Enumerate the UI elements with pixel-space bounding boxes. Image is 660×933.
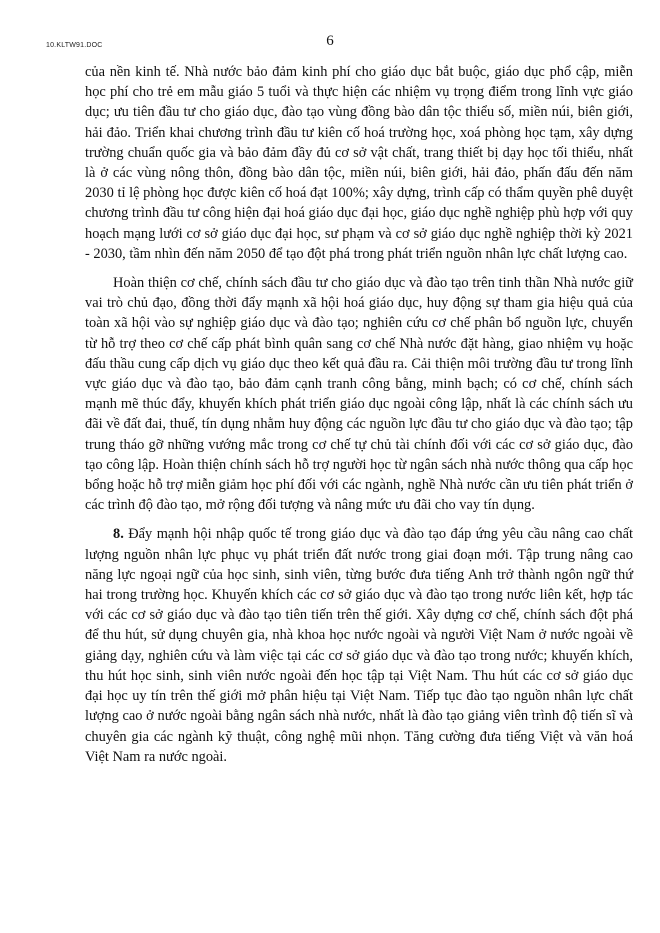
document-file-id: 10.KLTW91.DOC bbox=[46, 42, 103, 49]
document-body bbox=[85, 62, 633, 776]
paragraph-section-8 bbox=[85, 524, 633, 766]
paragraph-investment-funding: của nền kinh tế. Nhà nước bảo đảm kinh phí cho giáo dục bắt buộc, giáo dục phổ cập, miễn học phí cho trẻ em mẫu giáo 5 tuổi và thực hiện các nhiệm vụ trọng điểm trong lĩnh vực giáo dục; ưu tiên đầu tư cho giáo dục, đào tạo vùng đồng bào dân tộc thiểu số, miền núi, biên giới, hải đảo. Triển khai chương trình đầu tư kiên cố hoá trường học, xoá phòng học tạm, xây dựng trường chuẩn quốc gia và bảo đảm đầy đủ cơ sở vật chất, trang thiết bị dạy học tối thiểu, nhất là ở các vùng nông thôn, đồng bào dân tộc, miền núi, biên giới, hải đảo, phấn đấu đến năm 2030 tỉ lệ phòng học được kiên cố hoá đạt 100%; xây dựng, trình cấp có thẩm quyền phê duyệt chương trình đầu tư công hiện đại hoá giáo dục đại học, giáo dục nghề nghiệp phù hợp với quy hoạch mạng lưới cơ sở giáo dục đại học, sư phạm và cơ sở giáo dục nghề nghiệp thời kỳ 2021 - 2030, tầm nhìn đến năm 2050 để tạo đột phá trong phát triển nguồn nhân lực chất lượng cao. bbox=[85, 64, 633, 262]
section-8-text: Đẩy mạnh hội nhập quốc tế trong giáo dục và đào tạo đáp ứng yêu cầu nâng cao chất lượng nguồn nhân lực phục vụ phát triển đất nước trong giai đoạn mới. Tập trung nâng cao năng lực ngoại ngữ của học sinh, sinh viên, từng bước đưa tiếng Anh trở thành ngôn ngữ thứ hai trong trường học. Khuyến khích các cơ sở giáo dục và đào tạo trong nước liên kết, hợp tác với các cơ sở giáo dục và đào tạo tiên tiến trên thế giới. Xây dựng cơ chế, chính sách đột phá để thu hút, sử dụng chuyên gia, nhà khoa học nước ngoài và người Việt Nam ở nước ngoài về giảng dạy, nghiên cứu và làm việc tại các cơ sở giáo dục và đào tạo trong nước; khuyến khích, thu hút học sinh, sinh viên nước ngoài đến học tập tại Việt Nam. Thu hút các cơ sở giáo dục đại học uy tín trên thế giới mở phân hiệu tại Việt Nam. Tiếp tục đào tạo nguồn nhân lực chất lượng cao ở nước ngoài bằng ngân sách nhà nước, nhất là đào tạo giảng viên trình độ tiến sĩ và chuyên gia các ngành kỹ thuật, công nghệ mũi nhọn. Tăng cường đưa tiếng Việt và văn hoá Việt Nam ra nước ngoài. bbox=[85, 526, 633, 765]
page-number: 6 bbox=[326, 33, 334, 49]
paragraph-investment-policy: Hoàn thiện cơ chế, chính sách đầu tư cho giáo dục và đào tạo trên tinh thần Nhà nước giữ vai trò chủ đạo, đồng thời đẩy mạnh xã hội hoá giáo dục, huy động sự tham gia hiệu quả của toàn xã hội vào sự nghiệp giáo dục và đào tạo; nghiên cứu cơ chế phân bổ nguồn lực, chuyển từ hỗ trợ theo cơ chế cấp phát bình quân sang cơ chế Nhà nước đặt hàng, giao nhiệm vụ hoặc đấu thầu cung cấp dịch vụ giáo dục theo kết quả đầu ra. Cải thiện môi trường đầu tư trong lĩnh vực giáo dục và đào tạo, bảo đảm cạnh tranh công bằng, minh bạch; có cơ chế, chính sách mạnh mẽ thúc đẩy, khuyến khích phát triển giáo dục ngoài công lập, nhất là các chính sách ưu đãi về đất đai, thuế, tín dụng nhằm huy động các nguồn lực đầu tư cho giáo dục và đào tạo; tập trung tháo gỡ những vướng mắc trong cơ chế tự chủ tài chính đối với các cơ sở giáo dục, đào tạo công lập. Hoàn thiện chính sách hỗ trợ người học từ ngân sách nhà nước thông qua cấp học bổng hoặc hỗ trợ miễn giảm học phí đối với các ngành, nghề Nhà nước cần ưu tiên phát triển ở các trình độ đào tạo, mở rộng đối tượng và nâng mức ưu đãi cho vay tín dụng. bbox=[85, 275, 633, 514]
section-number: 8. bbox=[113, 526, 124, 543]
